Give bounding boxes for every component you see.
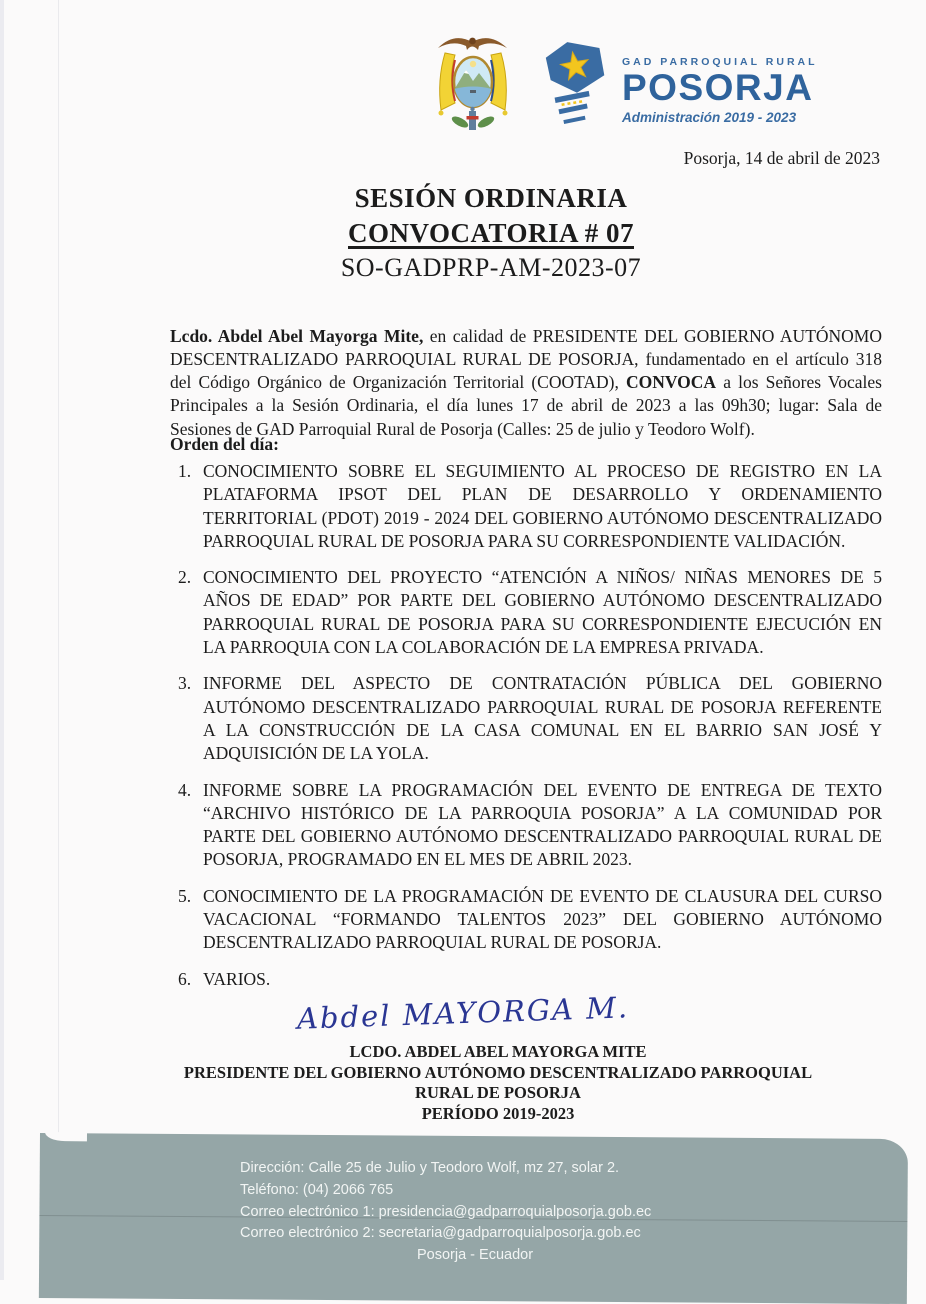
signatory-title-line1: PRESIDENTE DEL GOBIERNO AUTÓNOMO DESCENTRALIZADO PARROQUIAL (183, 1062, 813, 1082)
agenda-item-3 (170, 672, 882, 765)
footer-location: Posorja - Ecuador (416, 1247, 534, 1264)
scan-crease-line (58, 0, 59, 1135)
agenda-item-text: CONOCIMIENTO SOBRE EL SEGUIMIENTO AL PROCESO DE REGISTRO EN LA PLATAFORMA IPSOT DEL PLAN DE DESARROLLO Y ORDENAMIENTO TERRITORIAL (PDOT) 2019 - 2024 DEL GOBIERNO AUTÓNOMO DESCENTRALIZADO PARROQUIAL RURAL DE POSORJA PARA SU CORRESPONDIENTE VALIDACIÓN. (203, 461, 882, 551)
document-date: Posorja, 14 de abril de 2023 (683, 148, 880, 168)
footer-contact-info (240, 1158, 710, 1267)
footer-email-2: Correo electrónico 2: secretaria@gadparroquialposorja.gob.ec (240, 1225, 641, 1242)
agenda-item-number: 1. (178, 461, 192, 481)
agenda-list (170, 460, 882, 1004)
handwritten-signature: Abdel MAYORGA M. (296, 990, 630, 1036)
intro-convoca-keyword: CONVOCA (626, 372, 717, 393)
ecuador-coat-of-arms-icon (428, 30, 518, 143)
posorja-shield-icon (538, 36, 616, 134)
title-document-code: SO-GADPRP-AM-2023-07 (340, 253, 642, 282)
scan-edge-shadow (0, 0, 4, 1280)
agenda-item-number: 2. (178, 567, 192, 588)
intro-officer-name: Lcdo. Abdel Abel Mayorga Mite, (170, 325, 424, 346)
agenda-item-5 (170, 885, 882, 955)
footer-phone: Teléfono: (04) 2066 765 (240, 1181, 394, 1198)
signatory-period: PERÍODO 2019-2023 (421, 1103, 575, 1123)
footer-address: Dirección: Calle 25 de Julio y Teodoro Wolf, mz 27, solar 2. (240, 1160, 620, 1176)
footer-email-1: Correo electrónico 1: presidencia@gadparroquialposorja.gob.ec (240, 1203, 652, 1220)
title-session-type: SESIÓN ORDINARIA (354, 183, 628, 213)
agenda-item-text: CONOCIMIENTO DEL PROYECTO “ATENCIÓN A NIÑOS/ NIÑAS MENORES DE 5 AÑOS DE EDAD” POR PARTE DEL GOBIERNO AUTÓNOMO DESCENTRALIZADO PARROQUIAL RURAL DE POSORJA PARA SU CORRESPONDIENTE EJECUCIÓN EN LA PARROQUIA CON LA COLABORACIÓN DE LA EMPRESA PRIVADA. (203, 567, 882, 658)
agenda-item-2 (170, 566, 882, 659)
agenda-item-number: 4. (178, 779, 192, 800)
agenda-item-text: INFORME DEL ASPECTO DE CONTRATACIÓN PÚBLICA DEL GOBIERNO AUTÓNOMO DESCENTRALIZADO PARROQUIAL RURAL DE POSORJA REFERENTE A LA CONSTRUCCIÓN DE LA CASA COMUNAL EN EL BARRIO SAN JOSÉ Y ADQUISICIÓN DE LA YOLA. (203, 673, 882, 764)
agenda-item-text: INFORME SOBRE LA PROGRAMACIÓN DEL EVENTO DE ENTREGA DE TEXTO “ARCHIVO HISTÓRICO DE LA PARROQUIA POSORJA” A LA COMUNIDAD POR PARTE DEL GOBIERNO AUTÓNOMO DESCENTRALIZADO PARROQUIAL RURAL DE POSORJA, PROGRAMADO EN EL MES DE ABRIL 2023. (203, 779, 882, 870)
signature-block (35, 1042, 926, 1124)
logo-org-type: GAD PARROQUIAL RURAL (622, 56, 818, 68)
intro-paragraph (170, 325, 882, 441)
agenda-item-number: 3. (178, 673, 192, 694)
agenda-item-number: 5. (178, 885, 192, 906)
signatory-title-line2: RURAL DE POSORJA (415, 1083, 581, 1102)
posorja-logo (538, 36, 818, 134)
agenda-item-text: VARIOS. (203, 968, 271, 989)
logo-administration-period: Administración 2019 - 2023 (622, 109, 797, 125)
intro-body-2: a los Señores Vocales Principales a la Sesión Ordinaria, el día lunes 17 de abril de 2023 a las 09h30; lugar: Sala de Sesiones de GAD Parroquial Rural de Posorja (Calles: 25 de julio y Teodoro Wolf). (170, 372, 882, 439)
intro-body-1: en calidad de PRESIDENTE DEL GOBIERNO AUTÓNOMO DESCENTRALIZADO PARROQUIAL RURAL DE POSORJA, fundamentado en el artículo 318 del Código Orgánico de Organización Territorial (COOTAD), (170, 325, 882, 393)
agenda-item-4 (170, 779, 882, 872)
agenda-item-1 (170, 460, 882, 553)
agenda-item-text: CONOCIMIENTO DE LA PROGRAMACIÓN DE EVENTO DE CLAUSURA DEL CURSO VACACIONAL “FORMANDO TALENTOS 2023” DEL GOBIERNO AUTÓNOMO DESCENTRALIZADO PARROQUIAL RURAL DE POSORJA. (203, 885, 882, 953)
document-title-block (28, 181, 926, 285)
agenda-item-number: 6. (178, 968, 192, 989)
logo-name: POSORJA (622, 67, 814, 108)
agenda-heading: Orden del día: (170, 434, 279, 454)
signatory-name: LCDO. ABDEL ABEL MAYORGA MITE (349, 1042, 647, 1061)
title-convocation-number: CONVOCATORIA # 07 (348, 218, 634, 248)
